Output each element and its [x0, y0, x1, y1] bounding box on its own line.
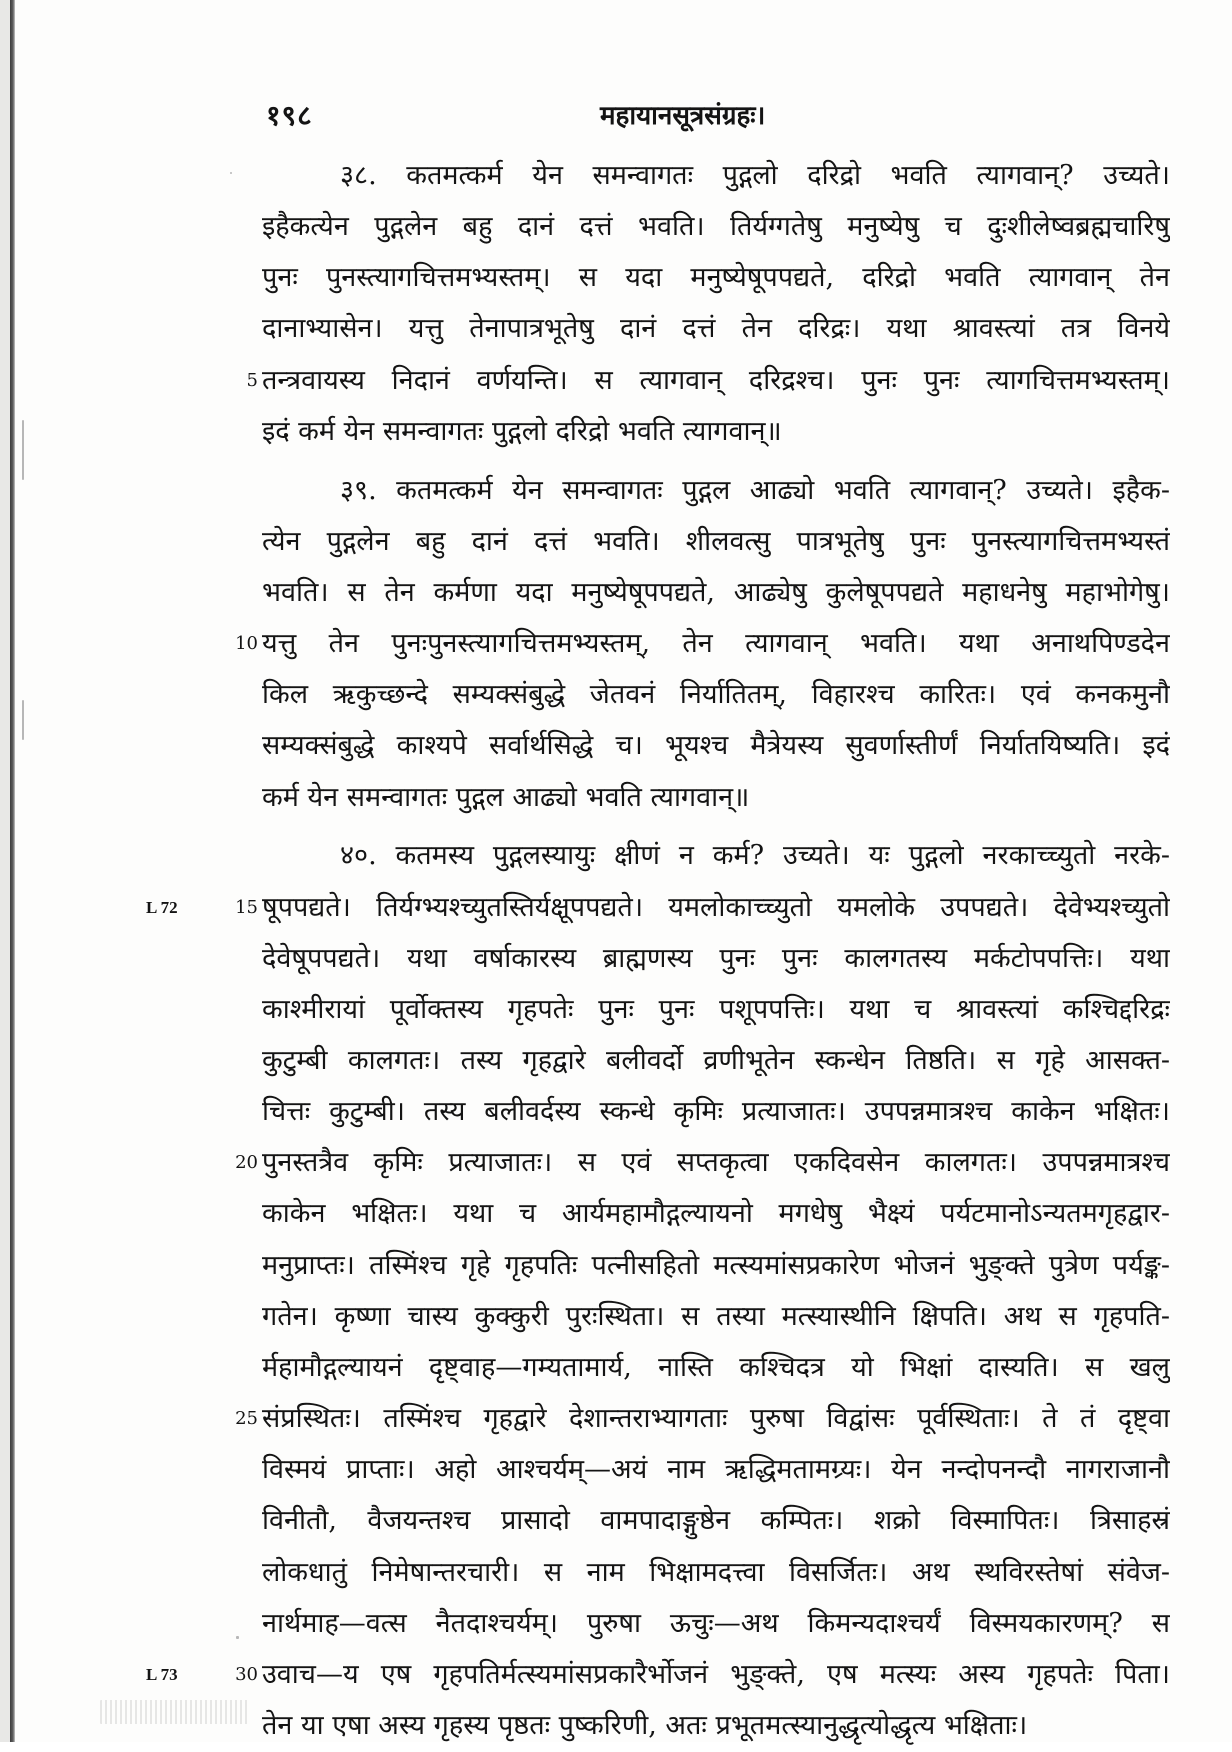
text-line: कर्म येन समन्वागतः पुद्गल आढ्यो भवति त्यागवान्॥	[262, 782, 750, 813]
line-number: 25	[235, 1408, 258, 1429]
scan-speck	[22, 420, 24, 480]
text-line: तेन या एषा अस्य गृहस्य पृष्ठतः पुष्करिणी, अतः प्रभूतमत्स्यानुद्धृत्योद्धृत्य भक्षिताः।	[262, 1710, 1028, 1741]
line-number: 10	[235, 633, 258, 654]
text-line: पुनस्तत्रैव कृमिः प्रत्याजातः। स एवं सप्तकृत्वा एकदिवसेन कालगतः। उपपन्नमात्रश्च	[262, 1147, 1170, 1178]
text-line: षूपपद्यते। तिर्यग्भ्यश्च्युतस्तिर्यक्षूपपद्यते। यमलोकाच्च्युतो यमलोके उपपद्यते। देवेभ्यश्च्युतो	[262, 892, 1170, 923]
text-line: देवेषूपपद्यते। यथा वर्षाकारस्य ब्राह्मणस्य पुनः पुनः कालगतस्य मर्कटोपपत्तिः। यथा	[262, 943, 1170, 974]
line-number: 15	[235, 897, 258, 918]
binding-edge	[10, 0, 15, 1742]
text-line: काश्मीरायां पूर्वोक्तस्य गृहपतेः पुनः पुनः पशूपपत्तिः। यथा च श्रावस्त्यां कश्चिद्दरिद्रः	[262, 994, 1170, 1025]
text-line: चित्तः कुटुम्बी। तस्य बलीवर्दस्य स्कन्धे कृमिः प्रत्याजातः। उपपन्नमात्रश्च काकेन भक्षितः।	[262, 1096, 1170, 1127]
text-line: तन्त्रवायस्य निदानं वर्णयन्ति। स त्यागवान् दरिद्रश्च। पुनः पुनः त्यागचित्तमभ्यस्तम्।	[262, 365, 1170, 396]
text-line: काकेन भक्षितः। यथा च आर्यमहामौद्गल्यायनो मगधेषु भैक्ष्यं पर्यटमानोऽन्यतमगृहद्वार-	[262, 1198, 1170, 1229]
text-line: यत्तु तेन पुनःपुनस्त्यागचित्तमभ्यस्तम्, तेन त्यागवान् भवति। यथा अनाथपिण्डदेन	[262, 628, 1170, 659]
line-number: 30	[235, 1664, 258, 1685]
text-line: पुनः पुनस्त्यागचित्तमभ्यस्तम्। स यदा मनुष्येषूपपद्यते, दरिद्रो भवति त्यागवान् तेन	[262, 262, 1170, 293]
text-line: विनीतौ, वैजयन्तश्च प्रासादो वामपादाङ्गुष्ठेन कम्पितः। शक्रो विस्मापितः। त्रिसाहस्रं	[262, 1505, 1170, 1536]
text-line: र्महामौद्गल्यायनं दृष्ट्वाह—गम्यतामार्य, नास्ति कश्चिदत्र यो भिक्षां दास्यति। स खलु	[262, 1352, 1170, 1383]
binding-shadow	[0, 0, 10, 1742]
text-line: त्येन पुद्गलेन बहु दानं दत्तं भवति। शीलवत्सु पात्रभूतेषु पुनः पुनस्त्यागचित्तमभ्यस्तं	[262, 526, 1170, 557]
text-line: भवति। स तेन कर्मणा यदा मनुष्येषूपपद्यते, आढ्येषु कुलेषूपपद्यते महाधनेषु महाभोगेषु।	[262, 577, 1170, 608]
text-line: ४०. कतमस्य पुद्गलस्यायुः क्षीणं न कर्म? उच्यते। यः पुद्गलो नरकाच्च्युतो नरके-	[340, 840, 1170, 871]
margin-reference: L 73	[146, 1665, 178, 1684]
scan-speck	[236, 1636, 239, 1639]
text-line: नार्थमाह—वत्स नैतदाश्चर्यम्। पुरुषा ऊचुः—अथ किमन्यदाश्चर्यं विस्मयकारणम्? स	[262, 1608, 1170, 1639]
text-line: लोकधातुं निमेषान्तरचारी। स नाम भिक्षामदत्त्वा विसर्जितः। अथ स्थविरस्तेषां संवेज-	[262, 1557, 1170, 1588]
text-line: इदं कर्म येन समन्वागतः पुद्गलो दरिद्रो भवति त्यागवान्॥	[262, 416, 782, 447]
scan-speck	[22, 700, 24, 740]
margin-reference: L 72	[146, 898, 178, 917]
line-number: 20	[235, 1152, 258, 1173]
page-number: १९८	[266, 99, 313, 132]
text-line: गतेन। कृष्णा चास्य कुक्कुरी पुरःस्थिता। स तस्या मत्स्यास्थीनि क्षिपति। अथ स गृहपति-	[262, 1301, 1170, 1332]
running-title: महायानसूत्रसंग्रहः।	[600, 101, 766, 131]
text-line: उवाच—य एष गृहपतिर्मत्स्यमांसप्रकारैर्भोजनं भुङ्क्ते, एष मत्स्यः अस्य गृहपतेः पिता।	[262, 1659, 1170, 1690]
text-line: कुटुम्बी कालगतः। तस्य गृहद्वारे बलीवर्दो व्रणीभूतेन स्कन्धेन तिष्ठति। स गृहे आसक्त-	[262, 1045, 1170, 1076]
scan-speck	[230, 172, 232, 174]
text-line: किल ऋकुच्छन्दे सम्यक्संबुद्धे जेतवनं निर्यातितम्, विहारश्च कारितः। एवं कनकमुनौ	[262, 679, 1170, 710]
text-line: सम्यक्संबुद्धे काश्यपे सर्वार्थसिद्धे च। भूयश्च मैत्रेयस्य सुवर्णास्तीर्णं निर्यातयिष्यति। इदं	[262, 730, 1170, 761]
text-line: ३९. कतमत्कर्म येन समन्वागतः पुद्गल आढ्यो भवति त्यागवान्? उच्यते। इहैक-	[340, 475, 1170, 506]
text-line: संप्रस्थितः। तस्मिंश्च गृहद्वारे देशान्तराभ्यागताः पुरुषा विद्वांसः पूर्वस्थिताः। ते तं दृष्ट्वा	[262, 1403, 1170, 1434]
scan-speck	[100, 1700, 250, 1724]
text-line: ३८. कतमत्कर्म येन समन्वागतः पुद्गलो दरिद्रो भवति त्यागवान्? उच्यते।	[340, 160, 1170, 191]
text-line: मनुप्राप्तः। तस्मिंश्च गृहे गृहपतिः पत्नीसहितो मत्स्यमांसप्रकारेण भोजनं भुङ्क्ते पुत्रेण पर्यङ्क-	[262, 1250, 1170, 1281]
text-line: दानाभ्यासेन। यत्तु तेनापात्रभूतेषु दानं दत्तं तेन दरिद्रः। यथा श्रावस्त्यां तत्र विनये	[262, 313, 1170, 344]
line-number: 5	[246, 370, 258, 391]
text-line: इहैकत्येन पुद्गलेन बहु दानं दत्तं भवति। तिर्यग्गतेषु मनुष्येषु च दुःशीलेष्वब्रह्मचारिषु	[262, 211, 1170, 242]
text-line: विस्मयं प्राप्ताः। अहो आश्चर्यम्—अयं नाम ऋद्धिमतामग्र्यः। येन नन्दोपनन्दौ नागराजानौ	[262, 1454, 1170, 1485]
